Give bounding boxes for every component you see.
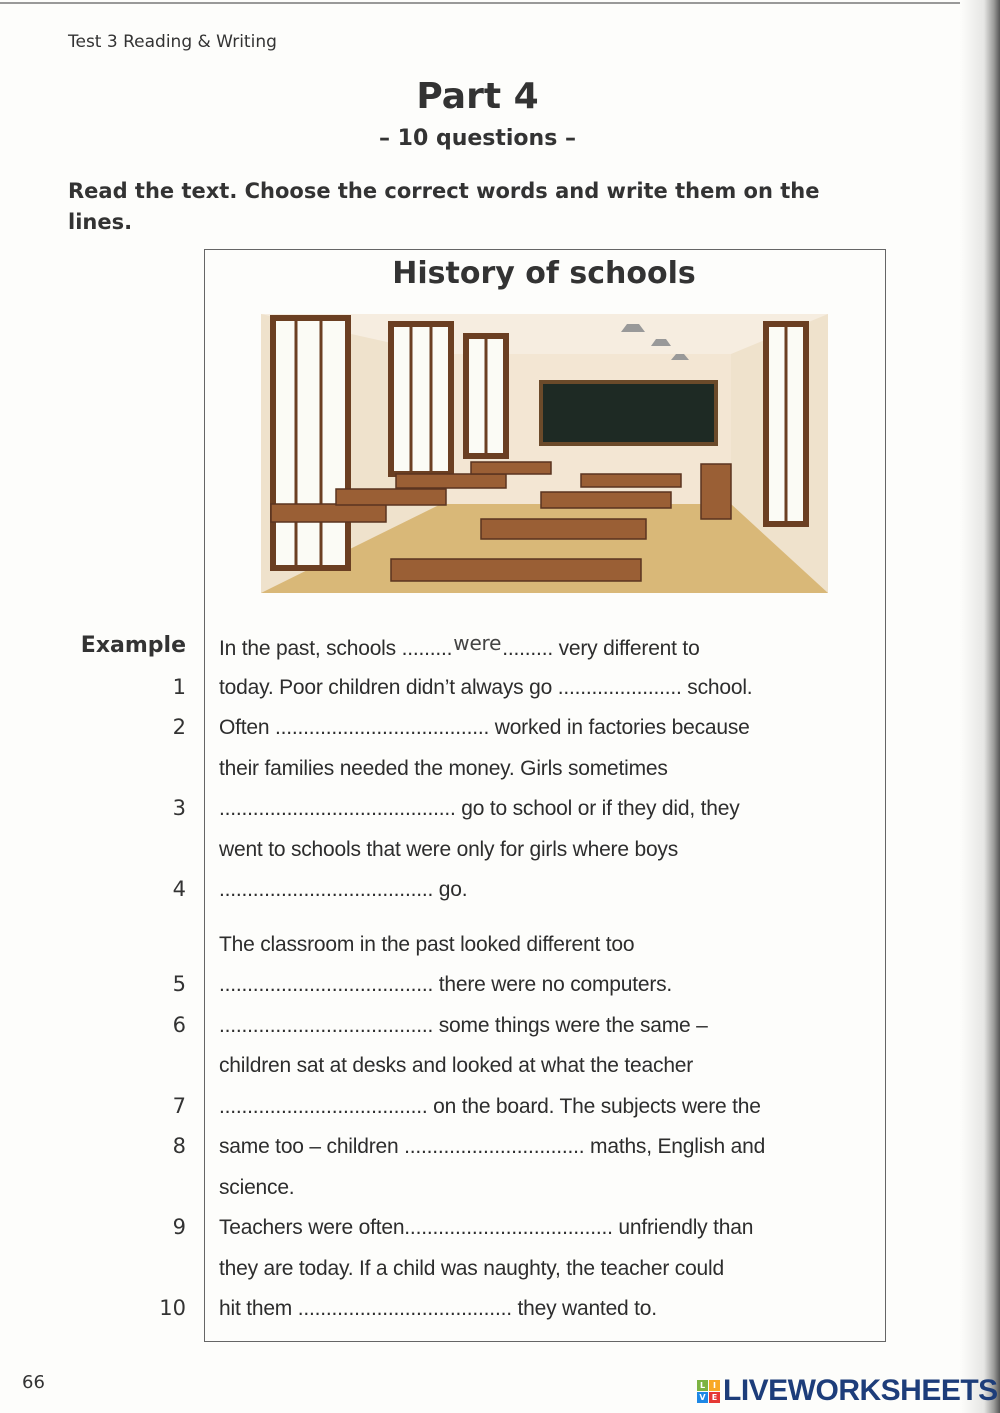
text-line: they are today. If a child was naughty, the teacher could xyxy=(219,1257,724,1280)
running-header: Test 3 Reading & Writing xyxy=(68,32,277,52)
logo-icon: L I V E xyxy=(697,1380,720,1403)
part-subtitle: – 10 questions – xyxy=(379,126,576,151)
part-title: Part 4 xyxy=(416,76,539,117)
text-line: same too – children ................................ maths, English and xyxy=(219,1135,766,1158)
question-number: 3 xyxy=(172,796,186,820)
page-number: 66 xyxy=(22,1372,45,1393)
example-text-before: In the past, schools ......... xyxy=(219,637,453,660)
text-line: ..................................... on the board. The subjects were the xyxy=(219,1095,761,1118)
text-line: today. Poor children didn’t always go ...................... school. xyxy=(219,676,753,699)
classroom-illustration xyxy=(261,314,828,593)
example-text-after: ......... very different to xyxy=(502,637,700,660)
question-number: 7 xyxy=(172,1094,186,1118)
liveworksheets-logo xyxy=(697,1374,998,1408)
text-line: The classroom in the past looked different too xyxy=(219,933,635,956)
question-number: 8 xyxy=(172,1134,186,1158)
text-line: ...................................... there were no computers. xyxy=(219,973,673,996)
text-line: Often ...................................... worked in factories because xyxy=(219,716,750,739)
question-number: 2 xyxy=(172,715,186,739)
top-rule xyxy=(0,2,960,4)
text-line: .......................................... go to school or if they did, they xyxy=(219,797,740,820)
text-line: children sat at desks and looked at what the teacher xyxy=(219,1054,694,1077)
example-line xyxy=(219,631,700,661)
text-line: science. xyxy=(219,1176,295,1199)
text-line: Teachers were often..................................... unfriendly than xyxy=(219,1216,754,1239)
text-line: their families needed the money. Girls sometimes xyxy=(219,757,668,780)
instructions: Read the text. Choose the correct words and write them on the lines. xyxy=(68,179,820,234)
question-number: 10 xyxy=(159,1296,186,1320)
question-number: 9 xyxy=(172,1215,186,1239)
text-title: History of schools xyxy=(392,256,696,291)
question-number: 1 xyxy=(172,675,186,699)
page-edge-shadow xyxy=(960,0,1000,1413)
text-line: ...................................... some things were the same – xyxy=(219,1014,708,1037)
example-label: Example xyxy=(80,633,186,658)
question-number: 4 xyxy=(172,877,186,901)
text-line: hit them ...................................... they wanted to. xyxy=(219,1297,657,1320)
example-answer: were xyxy=(453,631,502,655)
text-line: went to schools that were only for girls where boys xyxy=(219,838,679,861)
text-line: ...................................... go. xyxy=(219,878,468,901)
logo-text: LIVEWORKSHEETS xyxy=(723,1374,998,1407)
question-number: 5 xyxy=(172,972,186,996)
question-number: 6 xyxy=(172,1013,186,1037)
